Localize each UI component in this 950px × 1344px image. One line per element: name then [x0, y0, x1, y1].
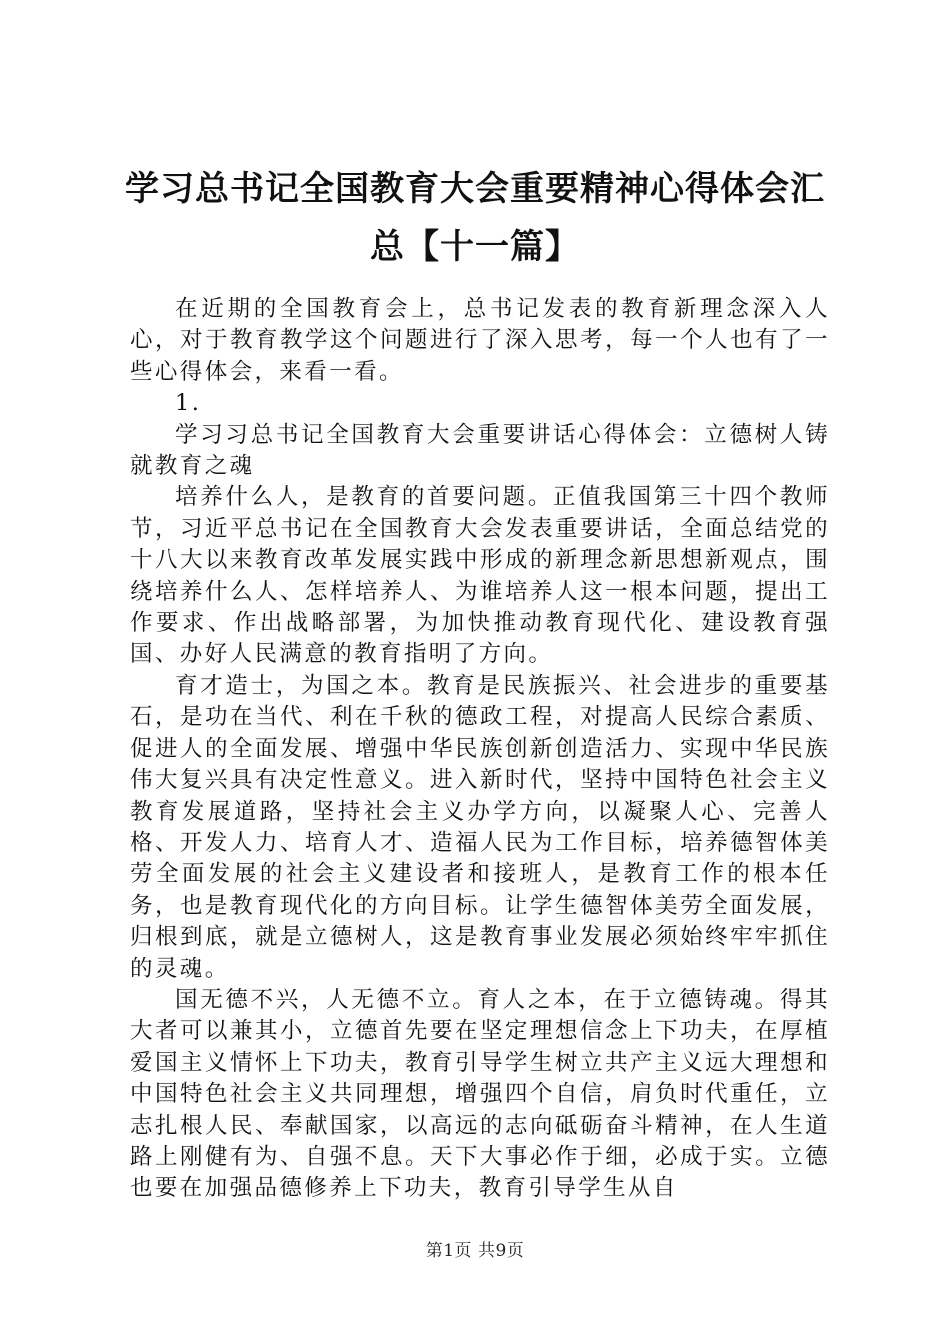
- body-paragraph: 育才造士，为国之本。教育是民族振兴、社会进步的重要基石，是功在当代、利在千秋的德政工程，对提高人民综合素质、促进人的全面发展、增强中华民族创新创造活力、实现中华民族伟大复兴具有决定性意义。进入新时代，坚持中国特色社会主义教育发展道路，坚持社会主义办学方向，以凝聚人心、完善人格、开发人力、培育人才、造福人民为工作目标，培养德智体美劳全面发展的社会主义建设者和接班人，是教育工作的根本任务，也是教育现代化的方向目标。让学生德智体美劳全面发展，归根到底，就是立德树人，这是教育事业发展必须始终牢牢抓住的灵魂。: [130, 672, 830, 982]
- section-heading: 学习习总书记全国教育大会重要讲话心得体会：立德树人铸就教育之魂: [130, 421, 830, 480]
- intro-paragraph: 在近期的全国教育会上，总书记发表的教育新理念深入人心，对于教育教学这个问题进行了深入思考，每一个人也有了一些心得体会，来看一看。: [130, 296, 830, 385]
- section-number: 1.: [175, 390, 202, 417]
- body-paragraph: 国无德不兴，人无德不立。育人之本，在于立德铸魂。得其大者可以兼其小，立德首先要在坚定理想信念上下功夫，在厚植爱国主义情怀上下功夫，教育引导学生树立共产主义远大理想和中国特色社会主义共同理想，增强四个自信，肩负时代重任，立志扎根人民、奉献国家，以高远的志向砥砺奋斗精神，在人生道路上刚健有为、自强不息。天下大事必作于细，必成于实。立德也要在加强品德修养上下功夫，教育引导学生从自: [130, 986, 830, 1202]
- page-footer: [0, 1236, 950, 1261]
- document-body: [130, 294, 830, 1205]
- document-title: [100, 160, 850, 276]
- title-line-2: 总【十一篇】: [370, 227, 580, 267]
- title-line-1: 学习总书记全国教育大会重要精神心得体会汇: [125, 169, 825, 209]
- page-number: 第1页 共9页: [425, 1241, 525, 1261]
- body-paragraph: 培养什么人，是教育的首要问题。正值我国第三十四个教师节，习近平总书记在全国教育大会发表重要讲话，全面总结党的十八大以来教育改革发展实践中形成的新理念新思想新观点，围绕培养什么人、怎样培养人、为谁培养人这一根本问题，提出工作要求、作出战略部署，为加快推动教育现代化、建设教育强国、办好人民满意的教育指明了方向。: [130, 484, 830, 668]
